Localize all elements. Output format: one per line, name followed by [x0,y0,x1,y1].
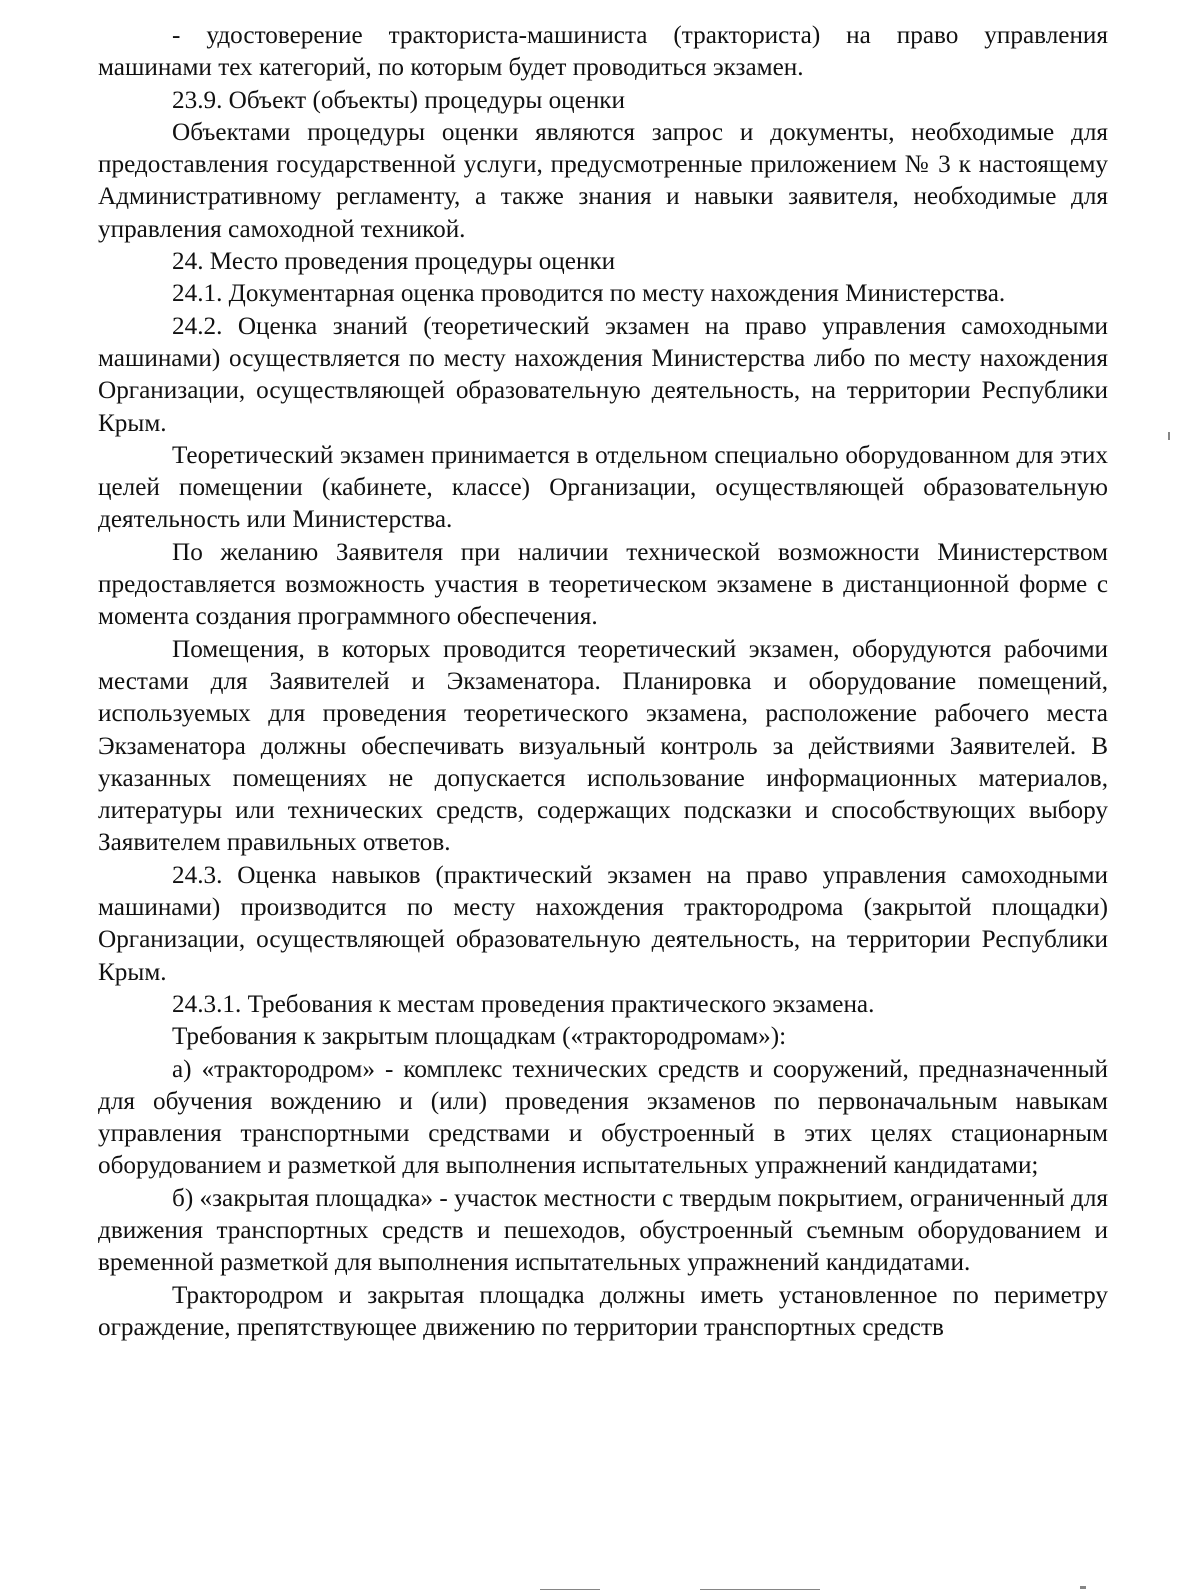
paragraph-8: По желанию Заявителя при наличии технической возможности Министерством предоставляется возможность участия в теоретическом экзамене в дистанционной форме с момента создания программного обеспечения. [98,538,1108,631]
paragraph-1: - удостоверение тракториста-машиниста (тракториста) на право управления машинами тех категорий, по которым будет проводиться экзамен. [98,22,1108,82]
scan-speck-bottom-left [540,1589,600,1590]
paragraph-11: 24.3.1. Требования к местам проведения практического экзамена. [172,990,875,1018]
paragraph-10: 24.3. Оценка навыков (практический экзамен на право управления самоходными машинами) производится по месту нахождения трактородрома (закрытой площадки) Организации, осуществляющей образовательную деятельность, на территории Республики Крым. [98,861,1108,986]
paragraph-4: 24. Место проведения процедуры оценки [172,248,616,276]
paragraph-5: 24.1. Документарная оценка проводится по месту нахождения Министерства. [172,280,1006,308]
paragraph-9: Помещения, в которых проводится теоретический экзамен, оборудуются рабочими местами для Заявителей и Экзаменатора. Планировка и оборудование помещений, используемых для проведения теоретического экзамена, расположение рабочего места Экзаменатора должны обеспечивать визуальный контроль за действиями Заявителей. В указанных помещениях не допускается использование информационных материалов, литературы или технических средств, содержащих подсказки и способствующих выбору Заявителем правильных ответов. [98,635,1108,857]
paragraph-6: 24.2. Оценка знаний (теоретический экзамен на право управления самоходными машинами) осуществляется по месту нахождения Министерства либо по месту нахождения Организации, осуществляющей образовательную деятельность, на территории Республики Крым. [98,312,1108,437]
paragraph-15: Трактородром и закрытая площадка должны иметь установленное по периметру ограждение, препятствующее движению по территории транспортных средств [98,1281,1108,1341]
scan-speck-bottom-right [1080,1586,1086,1589]
scan-speck-right [1168,432,1170,440]
paragraph-13: а) «трактородром» - комплекс технических средств и сооружений, предназначенный для обучения вождению и (или) проведения экзаменов по первоначальным навыкам управления транспортными средствами и обустроенный в этих целях стационарным оборудованием и разметкой для выполнения испытательных упражнений кандидатами; [98,1055,1108,1180]
paragraph-12: Требования к закрытым площадкам («трактородромам»): [172,1023,787,1051]
document-body [98,20,1108,1344]
paragraph-14: б) «закрытая площадка» - участок местности с твердым покрытием, ограниченный для движения транспортных средств и пешеходов, обустроенный съемным оборудованием и временной разметкой для выполнения испытательных упражнений кандидатами. [98,1184,1108,1277]
paragraph-2: 23.9. Объект (объекты) процедуры оценки [172,86,626,114]
scan-speck-bottom-center [700,1589,820,1590]
paragraph-7: Теоретический экзамен принимается в отдельном специально оборудованном для этих целей помещении (кабинете, классе) Организации, осуществляющей образовательную деятельность или Министерства. [98,441,1108,534]
paragraph-3: Объектами процедуры оценки являются запрос и документы, необходимые для предоставления государственной услуги, предусмотренные приложением № 3 к настоящему Административному регламенту, а также знания и навыки заявителя, необходимые для управления самоходной техникой. [98,118,1108,243]
